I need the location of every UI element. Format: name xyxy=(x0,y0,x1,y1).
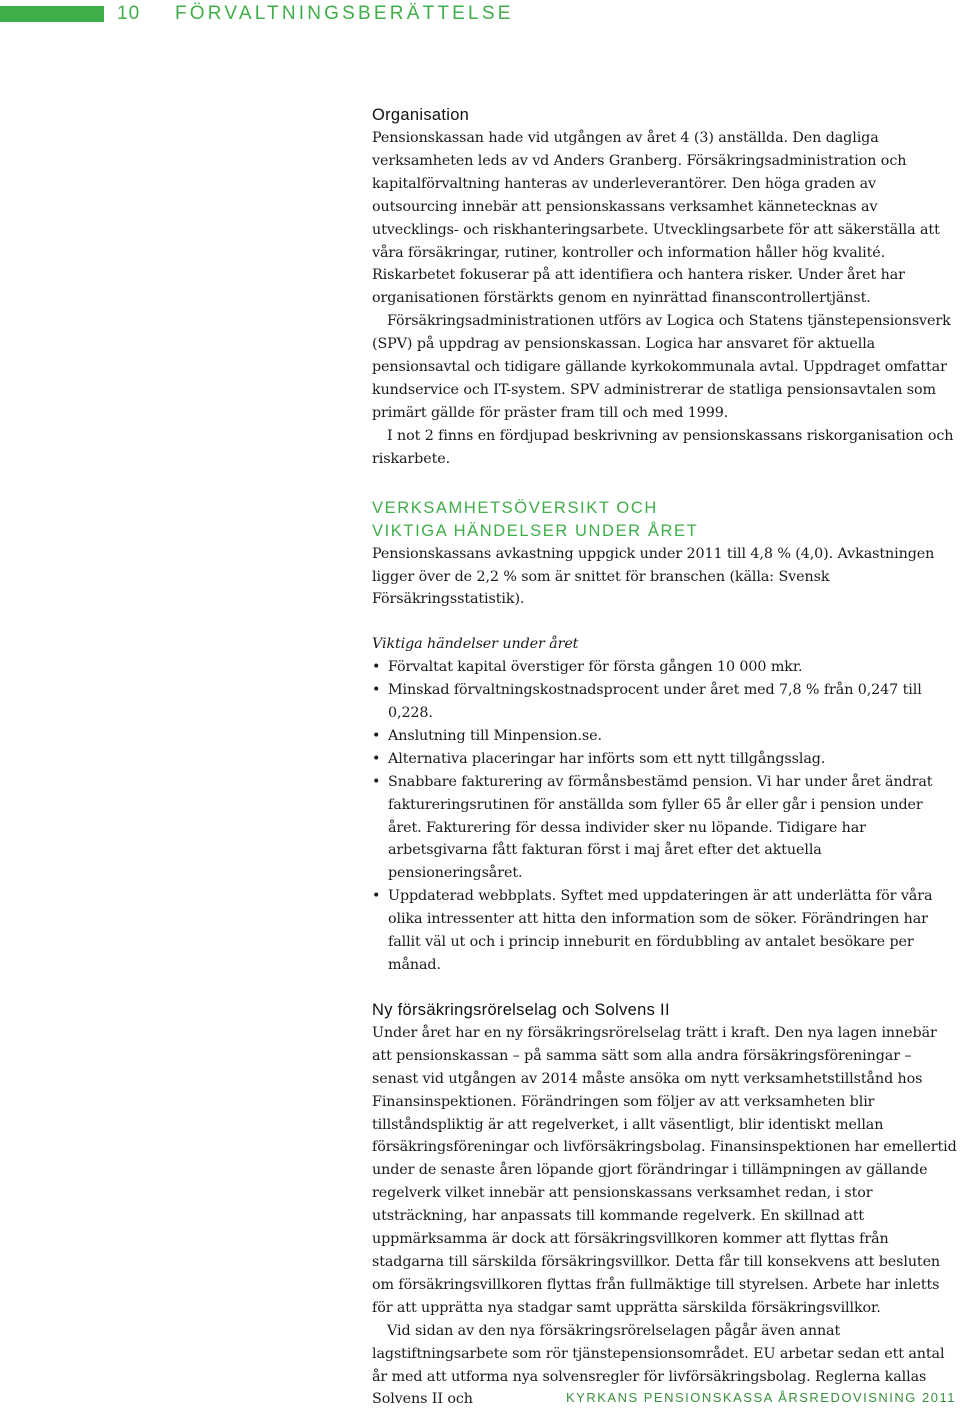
heading-organisation: Organisation xyxy=(372,106,470,124)
event-text: Minskad förvaltningskostnadsprocent under året med 7,8 % från 0,247 till 0,228. xyxy=(388,682,922,722)
bullet-icon: • xyxy=(372,659,381,676)
bullet-icon: • xyxy=(372,750,381,767)
overview-paragraph: Pensionskassans avkastning uppgick under 2011 till 4,8 % (4,0). Avkastningen ligger över de 2,2 % som är snittet för branschen (källa: Svensk Försäkringsstatistik). xyxy=(372,545,935,608)
event-text: Förvaltat kapital överstiger för första gången 10 000 mkr. xyxy=(388,659,803,676)
organisation-paragraph-1: Pensionskassan hade vid utgången av året 4 (3) anställda. Den dagliga verksamheten leds av vd Anders Granberg. Försäkringsadministration och kapitalförvaltning hanteras av underleverantörer. Den höga graden av outsourcing innebär att pensionskassans verksamhet kännetecknas av utvecklings- och riskhanteringsarbete. Utvecklingsarbete för att säkerställa att våra försäkringar, rutiner, kontroller och information håller hög kvalité. Riskarbetet fokuserar på att identifiera och hantera risker. Under året har organisationen förstärkts genom en nyinrättad finanscontrollertjänst. xyxy=(372,130,940,307)
list-item xyxy=(372,748,957,771)
list-item xyxy=(372,885,957,977)
organisation-paragraph-2: Försäkringsadministrationen utförs av Logica och Statens tjänstepensionsverk (SPV) på uppdrag av pensionskassan. Logica har ansvaret för aktuella pensionsavtal och tidigare gällande kyrkokommunala avtal. Uppdraget omfattar kundservice och IT-system. SPV administrerar de statliga pensionsavtalen som primärt gällde för präster fram till och med 1999. xyxy=(372,313,951,421)
header-accent-bar xyxy=(0,6,104,22)
list-item xyxy=(372,656,957,679)
event-text: Anslutning till Minpension.se. xyxy=(388,727,602,744)
section-title: FÖRVALTNINGSBERÄTTELSE xyxy=(175,3,514,24)
page-header xyxy=(0,0,960,28)
bullet-icon: • xyxy=(372,773,381,790)
heading-overview-line-2: VIKTIGA HÄNDELSER UNDER ÅRET xyxy=(372,521,699,540)
solvens-paragraph-2: Vid sidan av den nya försäkringsrörelselagen pågår även annat lagstiftningsarbete som rör tjänstepensionsområdet. EU arbetar sedan ett antal år med att utforma nya solvensregler för livförsäkringsbolag. Reglerna kallas Solvens II och xyxy=(372,1322,945,1408)
event-text: Snabbare fakturering av förmånsbestämd pension. Vi har under året ändrat faktureringsrutinen för anställda som fyller 65 år eller går i pension under året. Fakturering för dessa individer sker nu löpande. Tidigare har arbetsgivarna fått fakturan först i maj året efter det aktuella pensioneringsåret. xyxy=(388,773,933,882)
page-number: 10 xyxy=(117,3,141,24)
event-text: Uppdaterad webbplats. Syftet med uppdateringen är att underlätta för våra olika intressenter att hitta den information som de söker. Förändringen har fallit väl ut och i princip inneburit en fördubbling av antalet besökare per månad. xyxy=(388,888,933,973)
list-item xyxy=(372,771,957,886)
main-column xyxy=(372,104,957,1411)
event-text: Alternativa placeringar har införts som ett nytt tillgångsslag. xyxy=(388,750,826,767)
bullet-icon: • xyxy=(372,727,381,744)
heading-solvens: Ny försäkringsrörelselag och Solvens II xyxy=(372,1000,670,1019)
events-list xyxy=(372,656,957,977)
list-item xyxy=(372,679,957,725)
list-item xyxy=(372,725,957,748)
organisation-paragraph-3: I not 2 finns en fördjupad beskrivning av pensionskassans riskorganisation och riskarbete. xyxy=(372,427,954,467)
bullet-icon: • xyxy=(372,682,381,699)
events-heading: Viktiga händelser under året xyxy=(372,636,579,653)
page-footer: KYRKANS PENSIONSKASSA ÅRSREDOVISNING 2011 xyxy=(566,1390,956,1405)
solvens-paragraph-1: Under året har en ny försäkringsrörelselag trätt i kraft. Den nya lagen innebär att pensionskassan – på samma sätt som alla andra försäkringsföreningar – senast vid utgången av 2014 måste ansöka om nytt verksamhetstillstånd hos Finansinspektionen. Förändringen som följer av att verksamheten blir tillståndspliktig är att regelverket, i allt väsentligt, blir identiskt mellan försäkringsföreningar och livförsäkringsbolag. Finansinspektionen har emellertid under de senaste åren löpande gjort förändringar i tillämpningen av gällande regelverk vilket innebär att pensionskassans verksamhet redan, i stor utsträckning, har anpassats till kommande regelverk. En skillnad att uppmärksamma är dock att försäkringsvillkoren kommer att flyttas från stadgarna till särskilda försäkringsvillkor. Detta får till konsekvens att besluten om försäkringsvillkoren flyttas från fullmäktige till styrelsen. Arbete har inletts för att upprätta nya stadgar samt upprätta särskilda försäkringsvillkor. xyxy=(372,1024,957,1316)
heading-overview-line-1: VERKSAMHETSÖVERSIKT OCH xyxy=(372,498,658,517)
bullet-icon: • xyxy=(372,888,381,905)
